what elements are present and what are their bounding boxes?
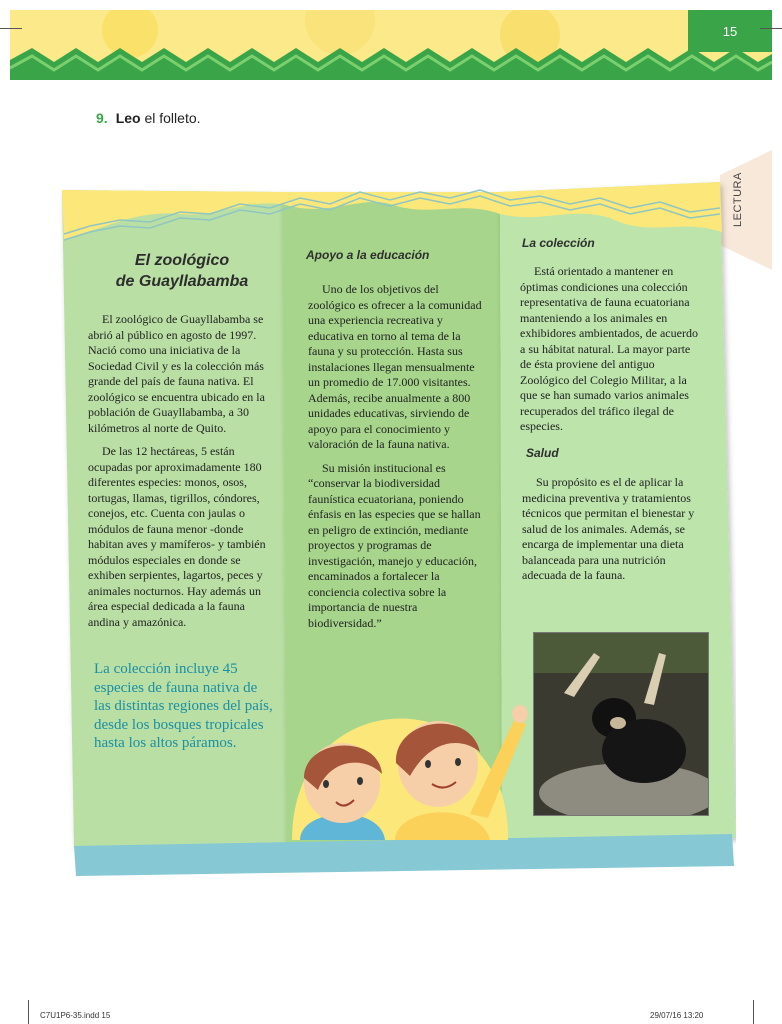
- side-tab-label: LECTURA: [732, 172, 744, 228]
- header-banner: [10, 10, 772, 80]
- col3-health-body: [522, 475, 706, 592]
- col1-paragraph-2: De las 12 hectáreas, 5 están ocupadas por aproximadamente 180 diferentes especies: monos, osos, tortugas, llamas, tigrillos, cóndores, conejos, etc. Cuenta con jaulas o módulos de fauna menor -donde habitan aves y mamíferos- y también módulos especiales en donde se exhiben serpientes, lagartos, peces y animales nocturnos. Hay además un área especial dedicada a la fauna andina y amazónica.: [88, 444, 266, 629]
- col1-paragraph-1: El zoológico de Guayllabamba se abrió al público en agosto de 1997. Nació como una iniciativa de la Sociedad Civil y es la colección más grande del país de fauna nativa. El zoológico se encuentra ubicado en la población de Guayllabamba, a 30 kilómetros al norte de Quito.: [88, 312, 265, 435]
- section-heading-education: Apoyo a la educación: [306, 248, 430, 262]
- bear-photo: [533, 632, 709, 816]
- col3-paragraph-2: Su propósito es el de aplicar la medicina preventiva y tratamientos técnicos que permitan el bienestar y salud de los animales. Además, se encarga de implementar una dieta balanceada para una nutrición adecuada de la fauna.: [522, 475, 695, 582]
- instruction-verb: Leo: [115, 110, 141, 126]
- col3-body: [520, 264, 704, 443]
- col2-body: [308, 282, 486, 639]
- page-number: 15: [688, 10, 772, 52]
- col3-paragraph-1: Está orientado a mantener en óptimas condiciones una colección representativa de fauna ecuatoriana manteniendo a los animales en exhibidores ambientados, de acuerdo a su hábitat natural. La mayor parte de ésta proviene del antiguo Zoológico del Colegio Militar, a la que se han sumado varios animales recuperados del tráfico ilegal de especies.: [520, 264, 698, 433]
- instruction: [96, 110, 201, 126]
- crop-mark: [28, 1000, 29, 1024]
- file-slug: C7U1P6-35.indd 15: [40, 1011, 111, 1020]
- section-heading-health: Salud: [526, 446, 559, 460]
- brochure-title-line2: de Guayllabamba: [115, 273, 249, 290]
- brochure-title: [92, 250, 272, 292]
- crop-mark: [0, 28, 22, 29]
- section-heading-collection: La colección: [522, 236, 595, 250]
- col1-body: [88, 312, 270, 638]
- date-slug: 29/07/16 13:20: [650, 1011, 704, 1020]
- col2-paragraph-2: Su misión institucional es “conservar la biodiversidad faunística ecuatoriana, poniendo énfasis en las especies que se hallan en peligro de extinción, mediante proyectos y programas de investigación, manejo y educación, encaminados a fortalecer la conciencia colectiva sobre la importancia de nuestra biodiversidad.”: [308, 460, 481, 630]
- instruction-number: 9.: [96, 110, 108, 126]
- col2-paragraph-1: Uno de los objetivos del zoológico es ofrecer a la comunidad una experiencia recreativa y educativa en torno al tema de la fauna y su protección. Hasta sus instalaciones llegan mensualmente un promedio de 17.000 visitantes. Además, recibe anualmente a 800 unidades educativas, sirviendo de apoyo para el conocimiento y valoración de la fauna nativa.: [308, 282, 482, 451]
- highlight-quote: La colección incluye 45 especies de fauna nativa de las distintas regiones del país, desde los bosques tropicales hasta los altos páramos.: [94, 661, 273, 751]
- crop-mark: [753, 1000, 754, 1024]
- brochure-title-line1: El zoológico: [134, 252, 230, 269]
- instruction-text: el folleto.: [144, 110, 201, 126]
- crop-mark: [760, 28, 782, 29]
